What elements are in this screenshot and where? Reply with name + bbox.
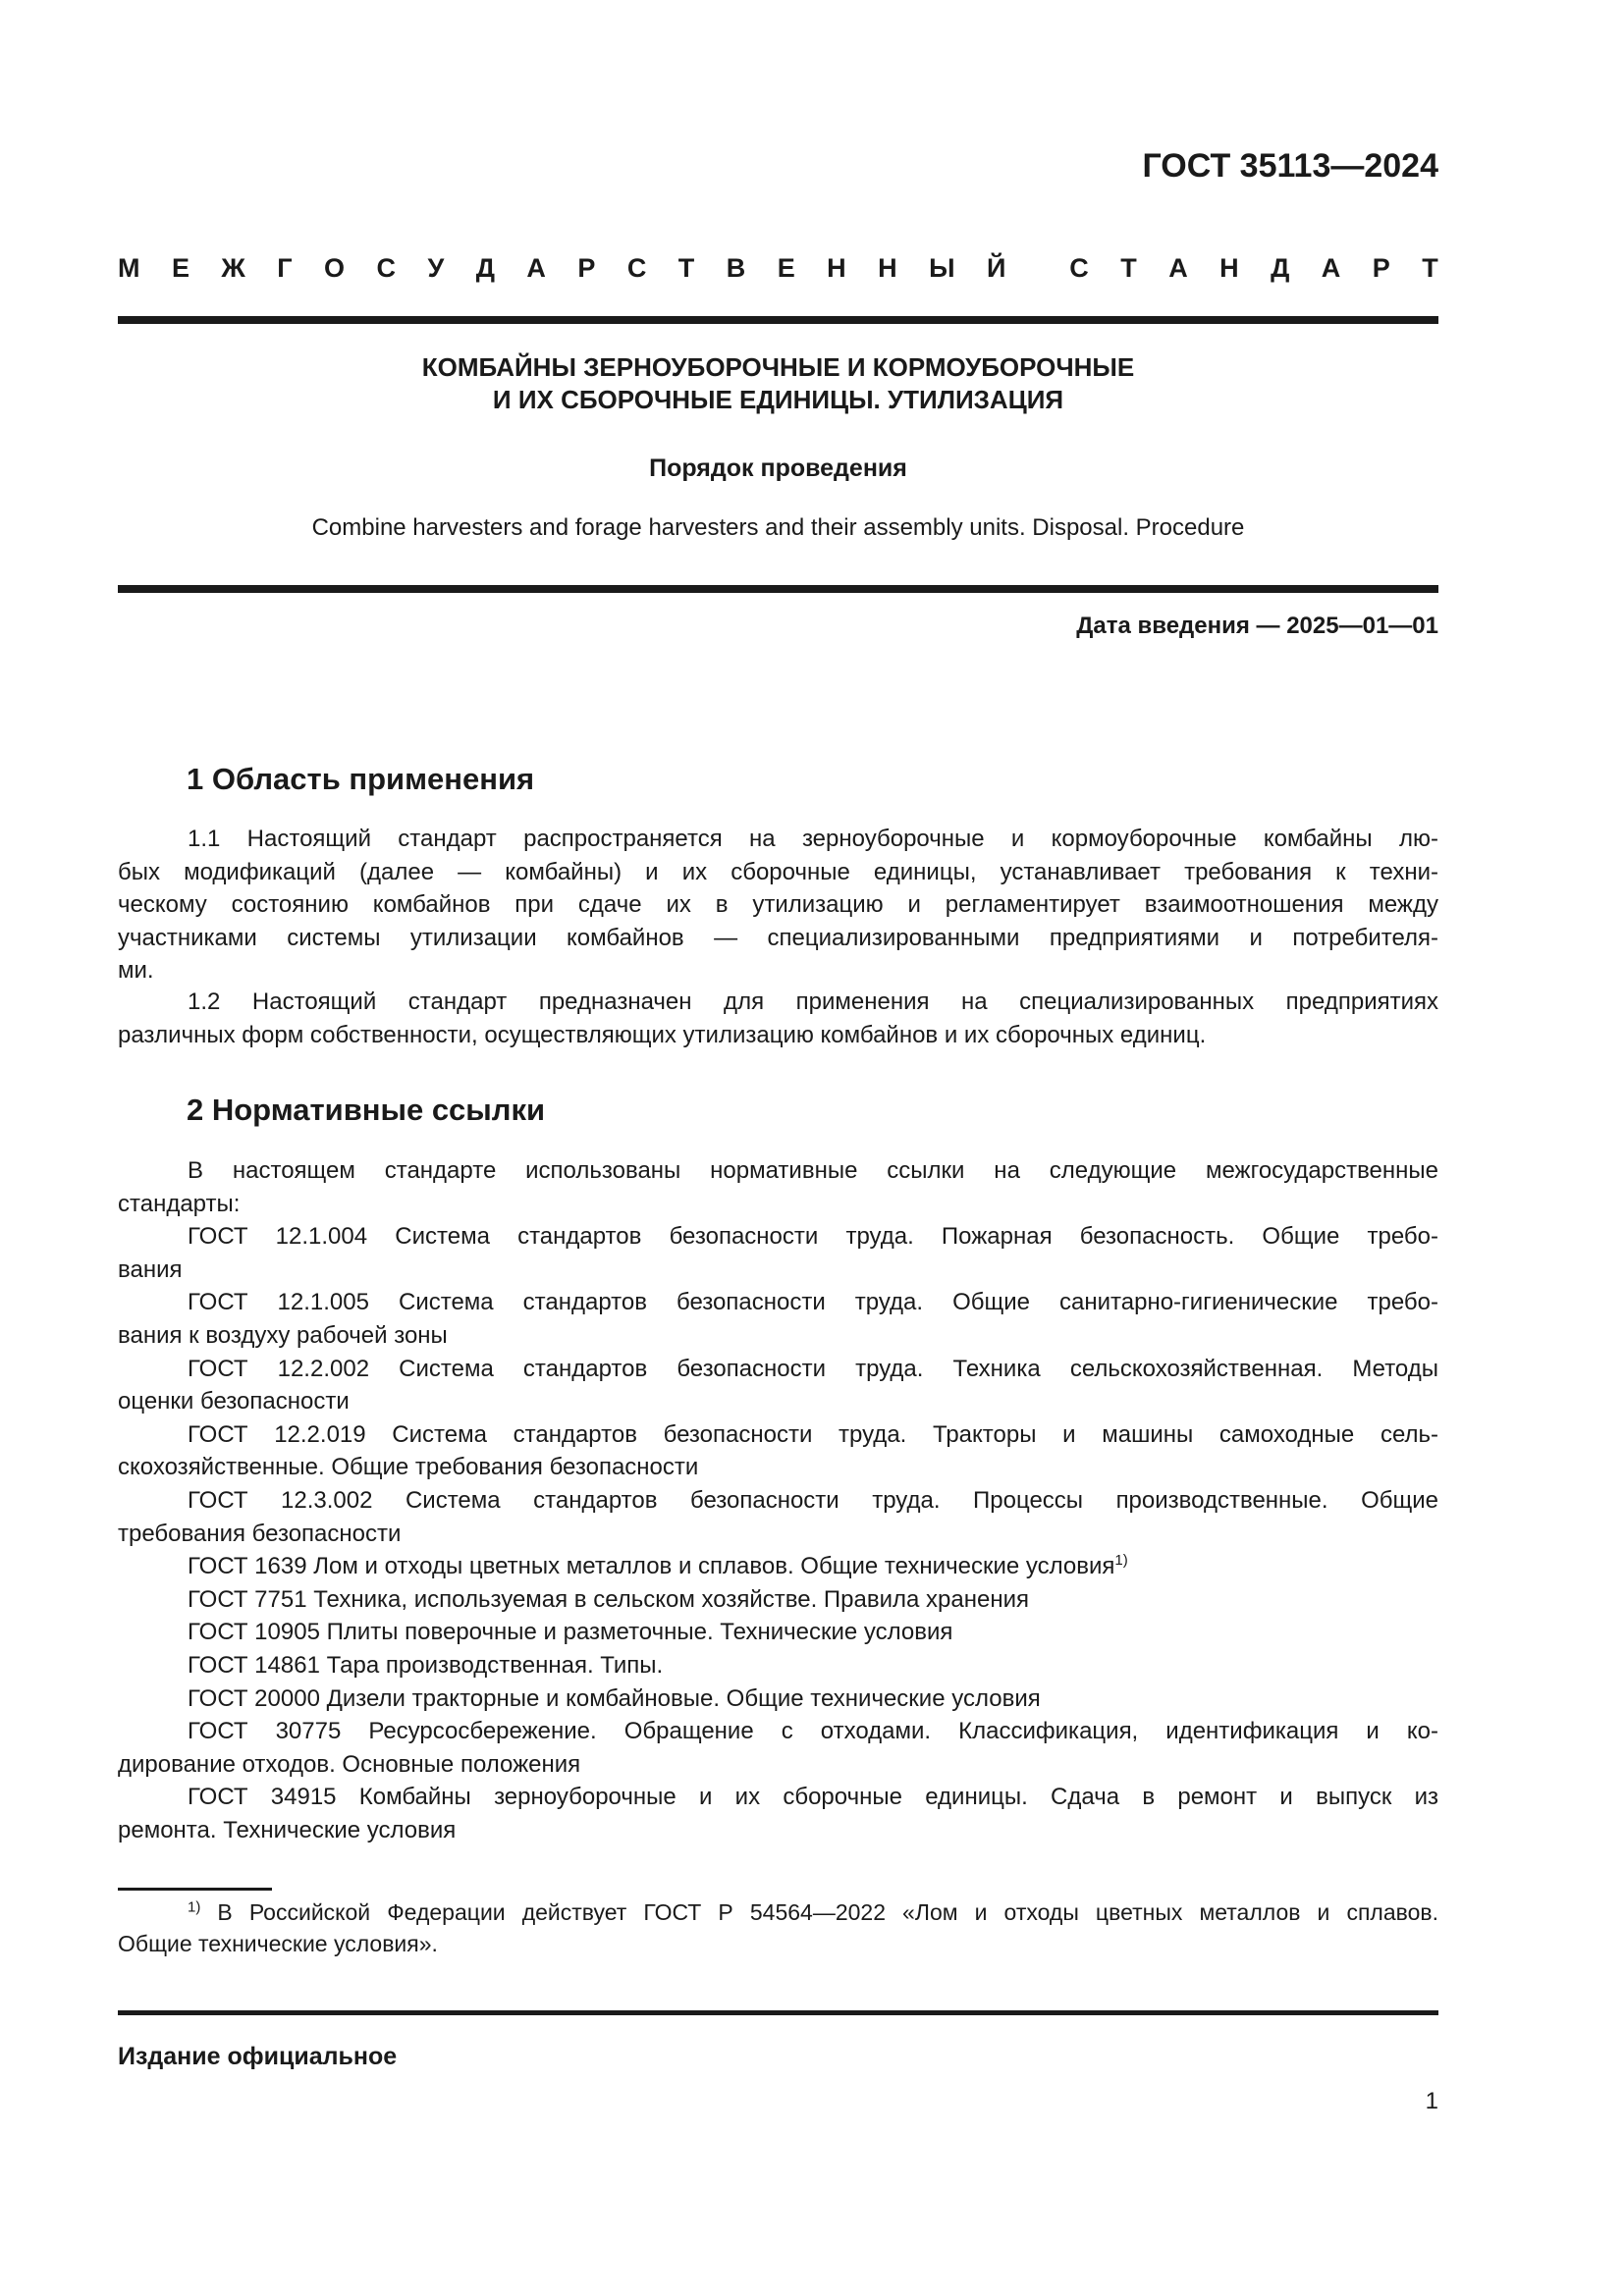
document-subtitle: Порядок проведения [649,454,907,482]
title-divider [118,585,1438,593]
heading-letter: Р [1372,253,1390,283]
text-line: ГОСТ 12.2.019 Система стандартов безопасности труда. Тракторы и машины самоходные сель- [188,1420,1438,1448]
footnote-marker: 1) [188,1898,201,1916]
text-line: различных форм собственности, осуществляющих утилизацию комбайнов и их сборочных единиц. [118,1021,1207,1048]
heading-letter: Н [827,253,846,283]
heading-letter: Т [1422,253,1438,283]
heading-letter: А [1321,253,1341,283]
footnote-reference[interactable]: 1) [1114,1552,1128,1570]
title-line-1: КОМБАЙНЫ ЗЕРНОУБОРОЧНЫЕ И КОРМОУБОРОЧНЫЕ [421,352,1135,382]
page-number: 1 [1425,2088,1438,2114]
heading-letter: Ы [929,253,955,283]
text-line: ми. [118,957,154,985]
footnote-divider [118,1888,272,1891]
text-line: 1.2 Настоящий стандарт предназначен для применения на специализированных предприятиях [188,988,1438,1015]
heading-letter: У [427,253,445,283]
text-line: 1.1 Настоящий стандарт распространяется на зерноуборочные и кормоуборочные комбайны лю- [188,826,1438,852]
text-line: ремонта. Технические условия [118,1816,457,1843]
section-2-heading: 2 Нормативные ссылки [187,1093,546,1127]
heading-letter: Т [677,253,695,283]
text-line: ГОСТ 30775 Ресурсосбережение. Обращение с отходами. Классификация, идентификация и ко- [188,1718,1438,1745]
heading-letter: Г [277,253,293,283]
text-line: бых модификаций (далее — комбайны) и их сборочные единицы, устанавливает требования к техни- [118,858,1438,885]
document-title [118,351,1438,416]
heading-letter: С [1069,253,1089,283]
heading-letter: Е [777,253,795,283]
heading-letter: А [526,253,546,283]
heading-letter: Е [171,253,189,283]
heading-letter: Д [475,253,495,283]
text-line: дирование отходов. Основные положения [118,1750,581,1778]
heading-letter: Й [986,253,1006,283]
heading-letter: О [324,253,346,283]
text-line: стандарты: [118,1190,241,1217]
heading-letter: С [626,253,647,283]
heading-letter: Н [1219,253,1239,283]
text-line: скохозяйственные. Общие требования безопасности [118,1454,699,1481]
text-line: ГОСТ 14861 Тара производственная. Типы. [188,1651,664,1679]
footnote-line-1 [118,1896,1438,1928]
heading-letter: Д [1271,253,1290,283]
text-line: ГОСТ 20000 Дизели тракторные и комбайновые. Общие технические условия [188,1684,1041,1712]
paragraph-1-1 [118,823,1438,988]
text-line: вания к воздуху рабочей зоны [118,1321,448,1349]
document-number: ГОСТ 35113—2024 [1142,147,1438,185]
footnote [118,1896,1438,1959]
text-line: участниками системы утилизации комбайнов — специализированными предприятиями и потребителя- [118,924,1438,951]
top-divider [118,316,1438,324]
text-line: ГОСТ 12.2.002 Система стандартов безопасности труда. Техника сельскохозяйственная. Методы [188,1355,1438,1382]
text-line: ГОСТ 12.1.005 Система стандартов безопасности труда. Общие санитарно-гигиенические требо- [188,1289,1438,1316]
text-line: ГОСТ 10905 Плиты поверочные и разметочные. Технические условия [188,1619,953,1646]
heading-letter: С [376,253,397,283]
footnote-text: В Российской Федерации действует ГОСТ Р 54564—2022 «Лом и отходы цветных металлов и сплавов. [200,1899,1438,1925]
heading-letter: Т [1120,253,1137,283]
text-line: вания [118,1255,183,1283]
section-1-heading: 1 Область применения [187,762,535,796]
text-line: ГОСТ 12.1.004 Система стандартов безопасности труда. Пожарная безопасность. Общие требо- [188,1223,1438,1251]
heading-letter: Н [878,253,897,283]
normative-references-list [118,1154,1438,1846]
paragraph-1-2 [118,986,1438,1051]
heading-letter: М [118,253,140,283]
introduction-date: Дата введения — 2025—01—01 [1076,613,1438,639]
text-line: ГОСТ 7751 Техника, используемая в сельском хозяйстве. Правила хранения [188,1585,1030,1613]
english-title: Combine harvesters and forage harvesters and their assembly units. Disposal. Procedure [311,514,1245,541]
text-line: ческому состоянию комбайнов при сдаче их в утилизацию и регламентирует взаимоотношения между [118,891,1438,919]
heading-letter: Ж [221,253,245,283]
text-line: В настоящем стандарте использованы нормативные ссылки на следующие межгосударственные [188,1157,1438,1184]
text-line: ГОСТ 34915 Комбайны зерноуборочные и их сборочные единицы. Сдача в ремонт и выпуск из [188,1784,1438,1811]
text-line: требования безопасности [118,1520,402,1547]
heading-letter: А [1168,253,1188,283]
text-line: ГОСТ 1639 Лом и отходы цветных металлов и сплавов. Общие технические условия$^{1)}$ [188,1552,1128,1580]
heading-letter: Р [577,253,596,283]
text-line: оценки безопасности [118,1388,350,1415]
official-edition-label: Издание официальное [118,2043,398,2070]
footer-divider [118,2010,1438,2015]
heading-letter: В [726,253,746,283]
text-line: ГОСТ 12.3.002 Система стандартов безопасности труда. Процессы производственные. Общие [188,1486,1438,1514]
standard-type-heading [118,253,1438,284]
footnote-line-2: Общие технические условия». [118,1931,438,1956]
title-line-2: И ИХ СБОРОЧНЫЕ ЕДИНИЦЫ. УТИЛИЗАЦИЯ [492,385,1064,414]
